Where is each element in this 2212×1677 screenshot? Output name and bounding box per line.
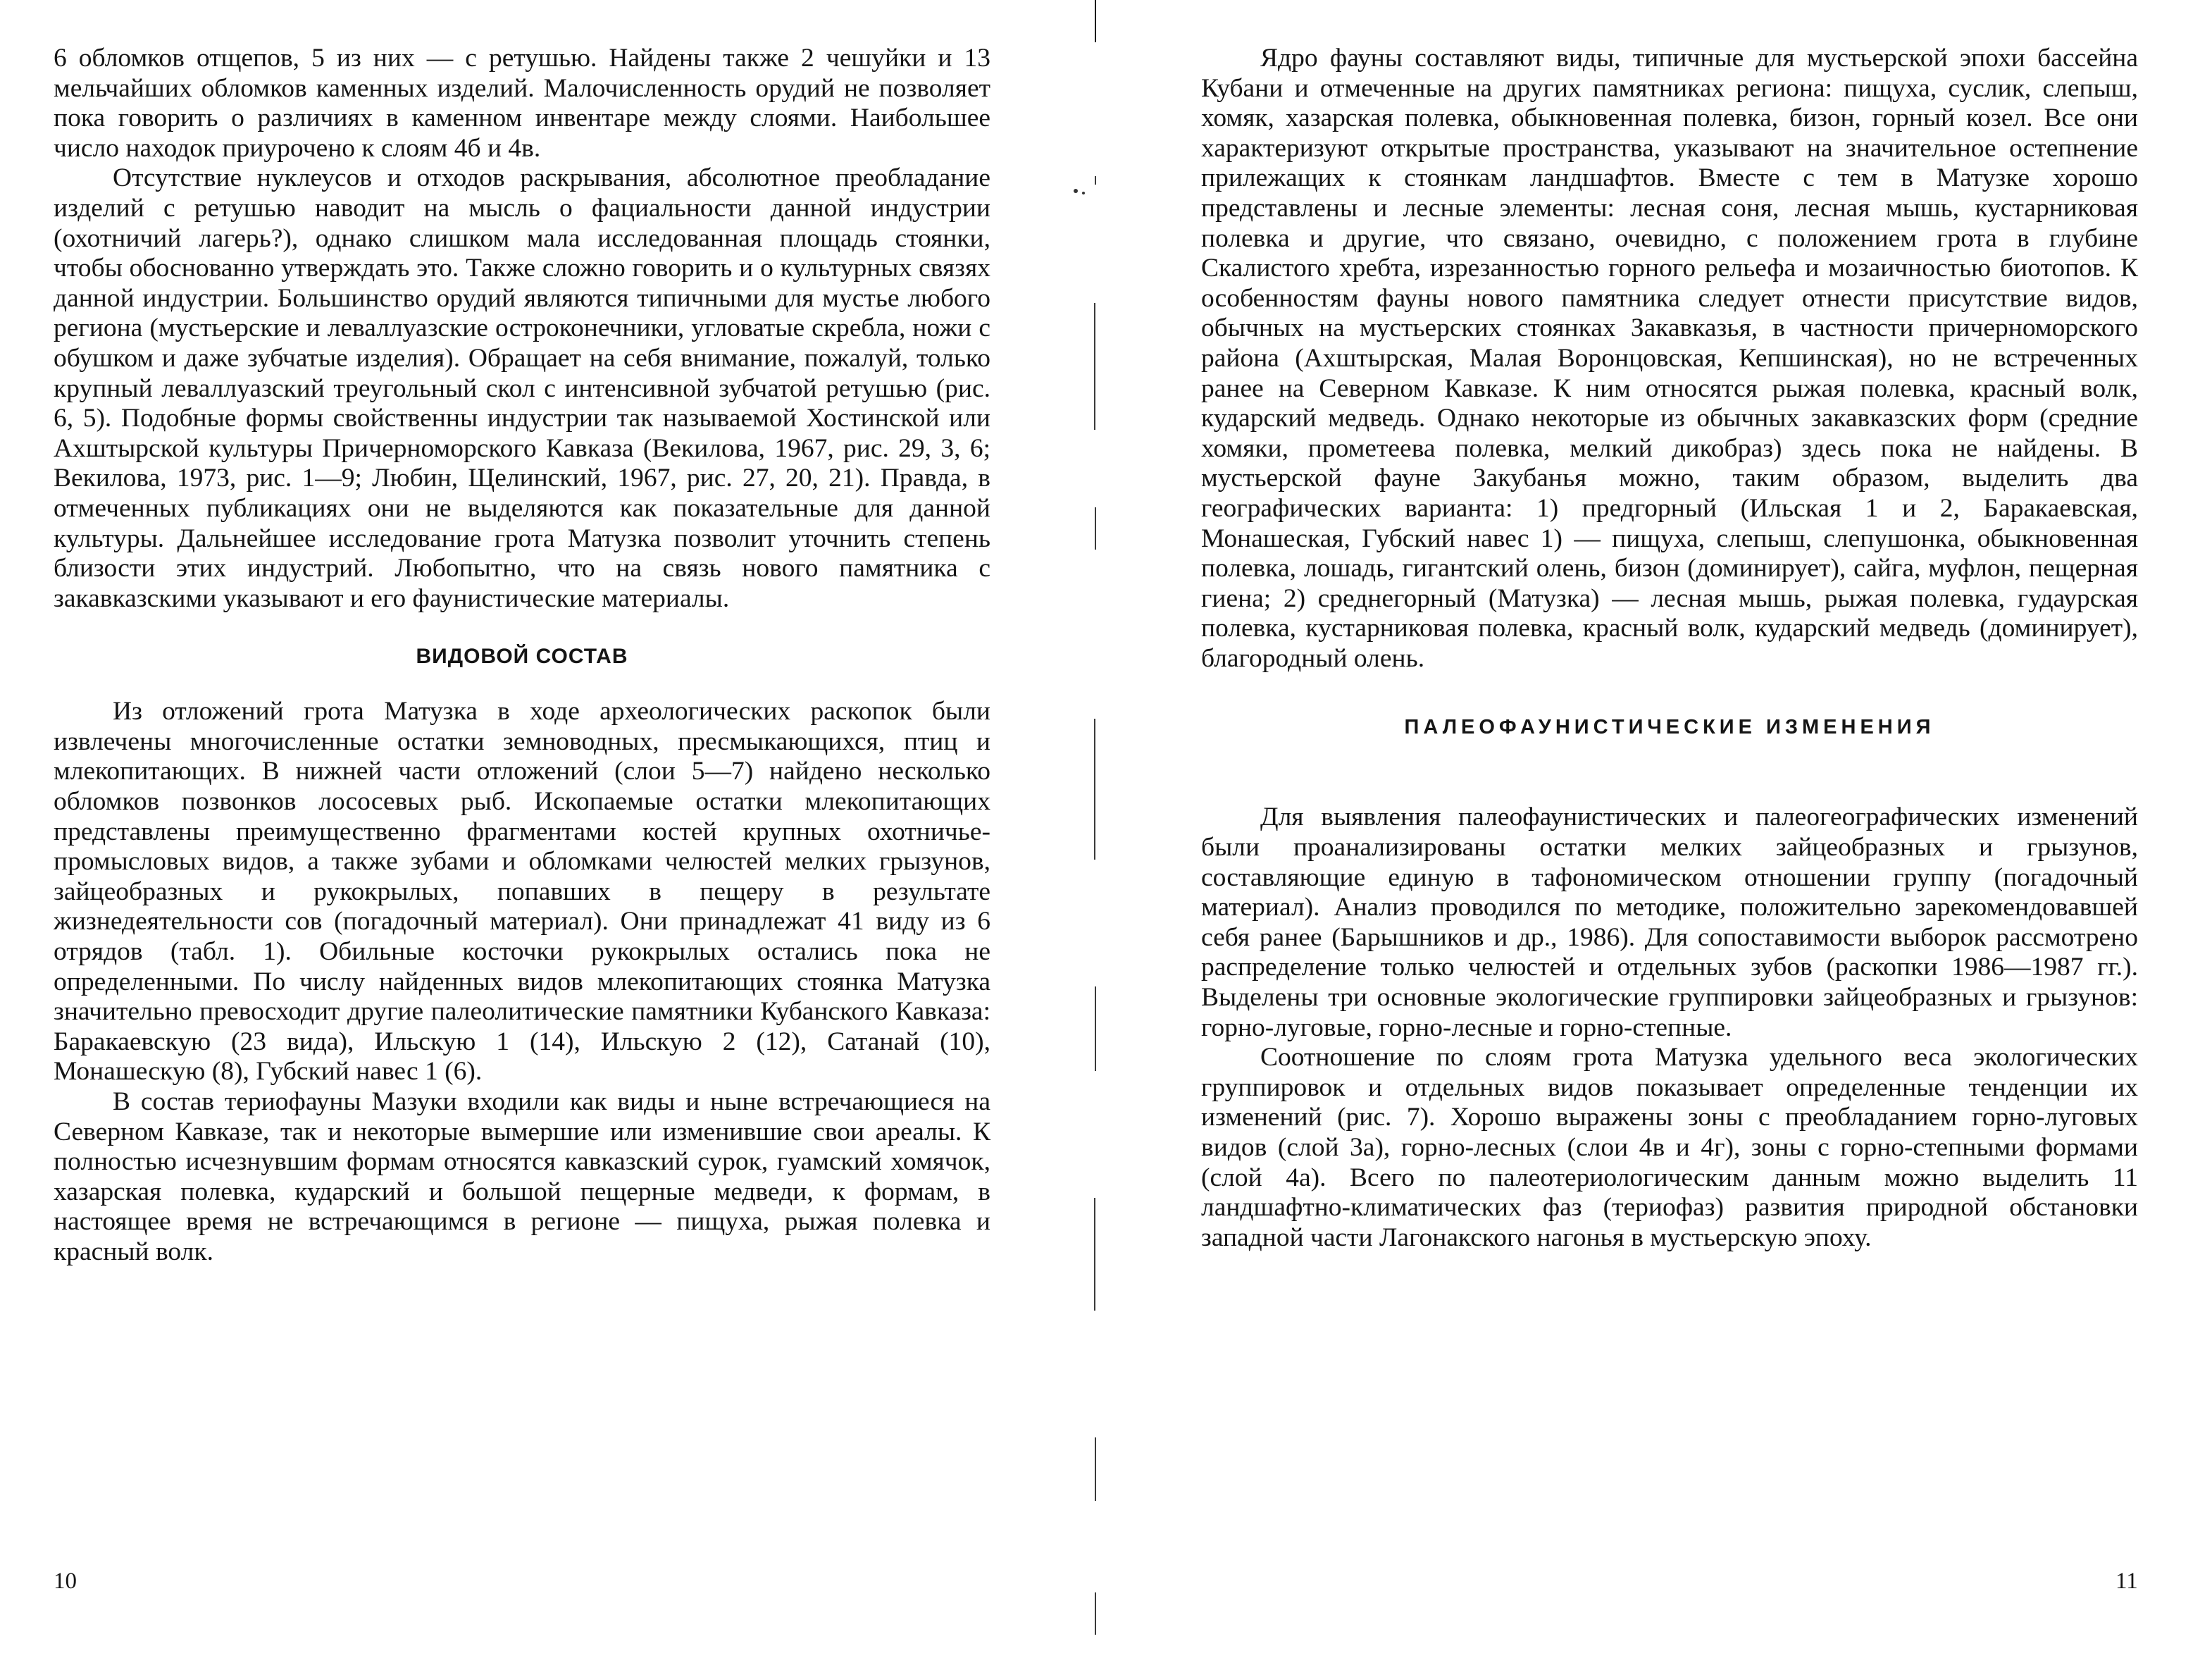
left-page-text-column (54, 44, 990, 1268)
left-paragraph-4: В состав териофауны Мазуки входили как виды и ныне встречающиеся на Северном Кавказе, так и некоторые вымершие или изменившие свои ареалы. К полностью исчезнувшим формам относятся кавказский сурок, гуамский хомячок, хазарская полевка, кударский и большой пещерные медведи, к формам, в настоящее время не встречающимся в регионе — пищуха, рыжая полевка и красный волк. (54, 1087, 990, 1266)
gutter-mark (1094, 719, 1095, 860)
book-gutter-line (1095, 0, 1096, 42)
right-page-text-column (1201, 44, 2138, 1253)
gutter-mark (1094, 303, 1095, 430)
right-paragraph-2: Для выявления палеофаунистических и палеогеографических изменений были проанализированы остатки мелких зайцеобразных и грызунов, составляющие единую в тафономическом отношении группу (погадочный материал). Анализ проводился по методике, положительно зарекомендовавшей себя ранее (Барышников и др., 1986). Для сопоставимости выборок рассмотрено распределение только челюстей и отдельных зубов (раскопки 1986—1987 гг.). Выделены три основные экологические группировки зайцеобразных и грызунов: горно-луговые, горно-лесные и горно-степные. (1201, 803, 2138, 1042)
right-paragraph-3: Соотношение по слоям грота Матузка удельного веса экологических группировок и отдельных видов показывает определенные тенденции их изменений (рис. 7). Хорошо выражены зоны с преобладанием горно-луговых видов (слой 3а), горно-лесных (слои 4в и 4г), зоны с горно-степными формами (слой 4а). Всего по палеотериологическим данным можно выделить 11 ландшафтно-климатических фаз (териофаз) развития природной обстановки западной части Лагонакского нагонья в мустьерскую эпоху. (1201, 1043, 2138, 1252)
left-paragraph-3: Из отложений грота Матузка в ходе археологических раскопок были извлечены многочисленные остатки земноводных, пресмыкающихся, птиц и млекопитающих. В нижней части отложений (слои 5—7) найдено несколько обломков позвонков лососевых рыб. Ископаемые остатки млекопитающих представлены преимущественно фрагментами костей крупных охотничье-промысловых видов, а также зубами и обломками челюстей мелких грызунов, зайцеобразных и рукокрылых, попавших в пещеру в результате жизнедеятельности сов (погадочный материал). Они принадлежат 41 виду из 6 отрядов (табл. 1). Обильные косточки рукокрылых остались пока не определенными. По числу найденных видов млекопитающих стоянка Матузка значительно превосходит другие палеолитические памятники Кубанского Кавказа: Баракаевскую (23 вида), Ильскую 1 (14), Ильскую 2 (12), Сатанай (10), Монашескую (8), Губский навес 1 (6). (54, 697, 990, 1087)
gutter-mark (1094, 1198, 1095, 1311)
left-paragraph-1: 6 обломков отщепов, 5 из них — с ретушью. Найдены также 2 чешуйки и 13 мельчайших обломков каменных изделий. Малочисленность орудий не позволяет пока говорить о различиях в каменном инвентаре между слоями. Наибольшее число находок приурочено к слоям 4б и 4в. (54, 44, 990, 163)
right-paragraph-1: Ядро фауны составляют виды, типичные для мустьерской эпохи бассейна Кубани и отмеченные на других памятниках региона: пищуха, суслик, слепыш, хомяк, хазарская полевка, обыкновенная полевка, бизон, горный козел. Все они характеризуют открытые пространства, указывают на значительное остепнение прилежащих к стоянкам ландшафтов. Вместе с тем в Матузке хорошо представлены и лесные элементы: лесная соня, лесная мышь, кустарниковая полевка и другие, что связано, очевидно, с положением грота в глубине Скалистого хребта, изрезанностью горного рельефа и мозаичностью биотопов. К особенностям фауны нового памятника следует отнести присутствие видов, обычных на мустьерских стоянках Закавказья, в частности причерноморского района (Ахштырская, Малая Воронцовская, Кепшинская), но не встреченных ранее на Северном Кавказе. К ним относятся рыжая полевка, красный волк, кударский медведь. Однако некоторые из обычных закавказских форм (средние хомяки, прометеева полевка, мелкий дикобраз) здесь пока не найдены. В мустьерской фауне Закубанья можно, таким образом, выделить два географических варианта: 1) предгорный (Ильская 1 и 2, Баракаевская, Монашеская, Губский навес 1) — пищуха, слепыш, слепушонка, обыкновенная полевка, лошадь, гигантский олень, бизон (доминирует), сайга, муфлон, пещерная гиена; 2) среднегорный (Матузка) — лесная мышь, рыжая полевка, гудаурская полевка, кустарниковая полевка, красный волк, кударский медведь (доминирует), благородный олень. (1201, 44, 2138, 673)
gutter-mark (1095, 1592, 1096, 1635)
page-number-left: 10 (54, 1568, 77, 1594)
gutter-mark (1095, 507, 1096, 550)
section-heading-species-composition: ВИДОВОЙ СОСТАВ (416, 645, 628, 669)
section-heading-paleofaunistic-changes: ПАЛЕОФАУНИСТИЧЕСКИЕ ИЗМЕНЕНИЯ (1404, 716, 1935, 739)
scan-speck (1082, 192, 1085, 194)
scan-speck (1074, 189, 1078, 193)
gutter-mark (1095, 986, 1096, 1071)
left-paragraph-2: Отсутствие нуклеусов и отходов раскрывания, абсолютное преобладание изделий с ретушью наводит на мысль о фациальности данной индустрии (охотничий лагерь?), однако слишком мала исследованная площадь стоянки, чтобы обоснованно утверждать это. Также сложно говорить и о культурных связях данной индустрии. Большинство орудий являются типичными для мустье любого региона (мустьерские и леваллуазские остроконечники, угловатые скребла, ножи с обушком и даже зубчатые изделия). Обращает на себя внимание, пожалуй, только крупный леваллуазский треугольный скол с интенсивной зубчатой ретушью (рис. 6, 5). Подобные формы свойственны индустрии так называемой Хостинской или Ахштырской культуры Причерноморского Кавказа (Векилова, 1967, рис. 29, 3, 6; Векилова, 1973, рис. 1—9; Любин, Щелинский, 1967, рис. 27, 20, 21). Правда, в отмеченных публикациях они не выделяются как показательные для данной культуры. Дальнейшее исследование грота Матузка позволит уточнить степень близости этих индустрий. Любопытно, что на связь нового памятника с закавказскими указывают и его фаунистические материалы. (54, 163, 990, 613)
right-page (1110, 0, 2212, 1677)
left-page (0, 0, 1095, 1677)
gutter-mark (1095, 1437, 1096, 1501)
gutter-mark (1095, 176, 1096, 185)
page-number-right: 11 (2115, 1568, 2138, 1594)
